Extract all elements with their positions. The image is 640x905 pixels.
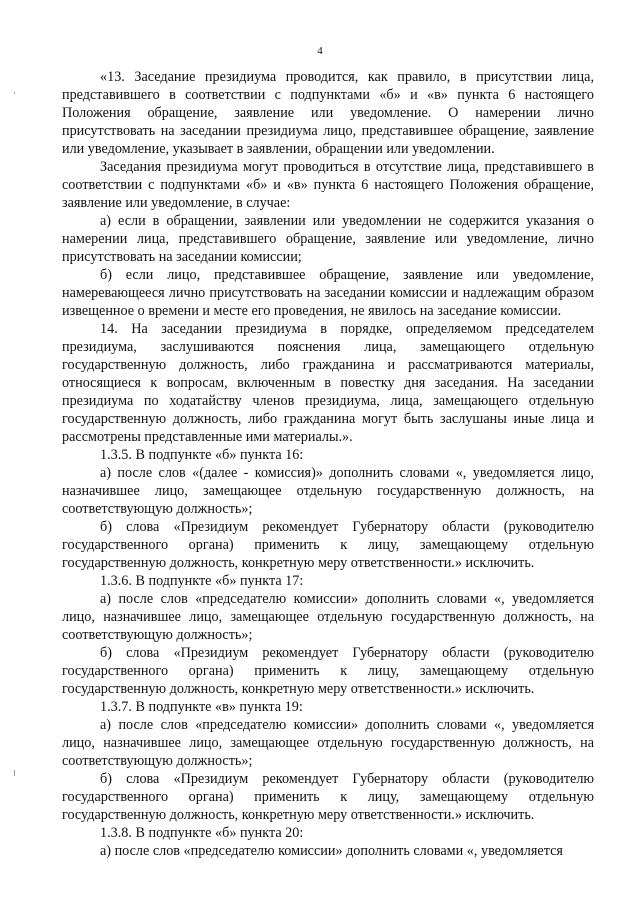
- paragraph: б) если лицо, представившее обращение, заявление или уведомление, намеревающееся лично присутствовать на заседании комиссии и надлежащим образом извещенное о времени и месте его проведения, не явилось на заседание комиссии.: [62, 267, 594, 319]
- document-body: [62, 68, 594, 860]
- paragraph: 1.3.6. В подпункте «б» пункта 17:: [100, 573, 304, 589]
- paragraph: а) после слов «(далее - комиссия)» дополнить словами «, уведомляется лицо, назначившее лицо, замещающее отдельную государственную должность, на соответствующую должность»;: [62, 465, 594, 517]
- paragraph: 1.3.7. В подпункте «в» пункта 19:: [100, 699, 303, 715]
- paragraph: б) слова «Президиум рекомендует Губернатору области (руководителю государственного органа) применить к лицу, замещающему отдельную государственную должность, конкретную меру ответственности.» исключить.: [62, 519, 594, 571]
- paragraph: Заседания президиума могут проводиться в отсутствие лица, представившего в соответствии с подпунктами «б» и «в» пункта 6 настоящего Положения обращение, заявление или уведомление, в случае:: [62, 159, 594, 211]
- paragraph: «13. Заседание президиума проводится, как правило, в присутствии лица, представившего в соответствии с подпунктами «б» и «в» пункта 6 настоящего Положения обращение, заявление или уведомление. О намерении лично присутствовать на заседании президиума лицо, представившее обращение, заявление или уведомление, указывает в заявлении, обращении или уведомлении.: [62, 69, 594, 157]
- page-number: 4: [317, 45, 323, 57]
- paragraph: б) слова «Президиум рекомендует Губернатору области (руководителю государственного органа) применить к лицу, замещающему отдельную государственную должность, конкретную меру ответственности.» исключить.: [62, 645, 594, 697]
- paragraph: 1.3.8. В подпункте «б» пункта 20:: [100, 825, 304, 841]
- scan-artifact: [14, 770, 15, 776]
- paragraph: а) после слов «председателю комиссии» дополнить словами «, уведомляется: [100, 843, 563, 859]
- paragraph: а) если в обращении, заявлении или уведомлении не содержится указания о намерении лица, представившего обращение, заявление или уведомление, лично присутствовать на заседании комиссии;: [62, 213, 594, 265]
- paragraph: 1.3.5. В подпункте «б» пункта 16:: [100, 447, 304, 463]
- paragraph: б) слова «Президиум рекомендует Губернатору области (руководителю государственного органа) применить к лицу, замещающему отдельную государственную должность, конкретную меру ответственности.» исключить.: [62, 771, 594, 823]
- scan-artifact: [14, 92, 15, 94]
- paragraph: а) после слов «председателю комиссии» дополнить словами «, уведомляется лицо, назначившее лицо, замещающее отдельную государственную должность, на соответствующую должность»;: [62, 591, 594, 643]
- paragraph: 14. На заседании президиума в порядке, определяемом председателем президиума, заслушиваются пояснения лица, замещающего отдельную государственную должность, либо гражданина и рассматриваются материалы, относящиеся к вопросам, включенным в повестку дня заседания. На заседании президиума по ходатайству членов президиума, лица, замещающего отдельную государственную должность, либо гражданина могут быть заслушаны иные лица и рассмотрены представленные ими материалы.».: [62, 321, 594, 445]
- paragraph: а) после слов «председателю комиссии» дополнить словами «, уведомляется лицо, назначившее лицо, замещающее отдельную государственную должность, на соответствующую должность»;: [62, 717, 594, 769]
